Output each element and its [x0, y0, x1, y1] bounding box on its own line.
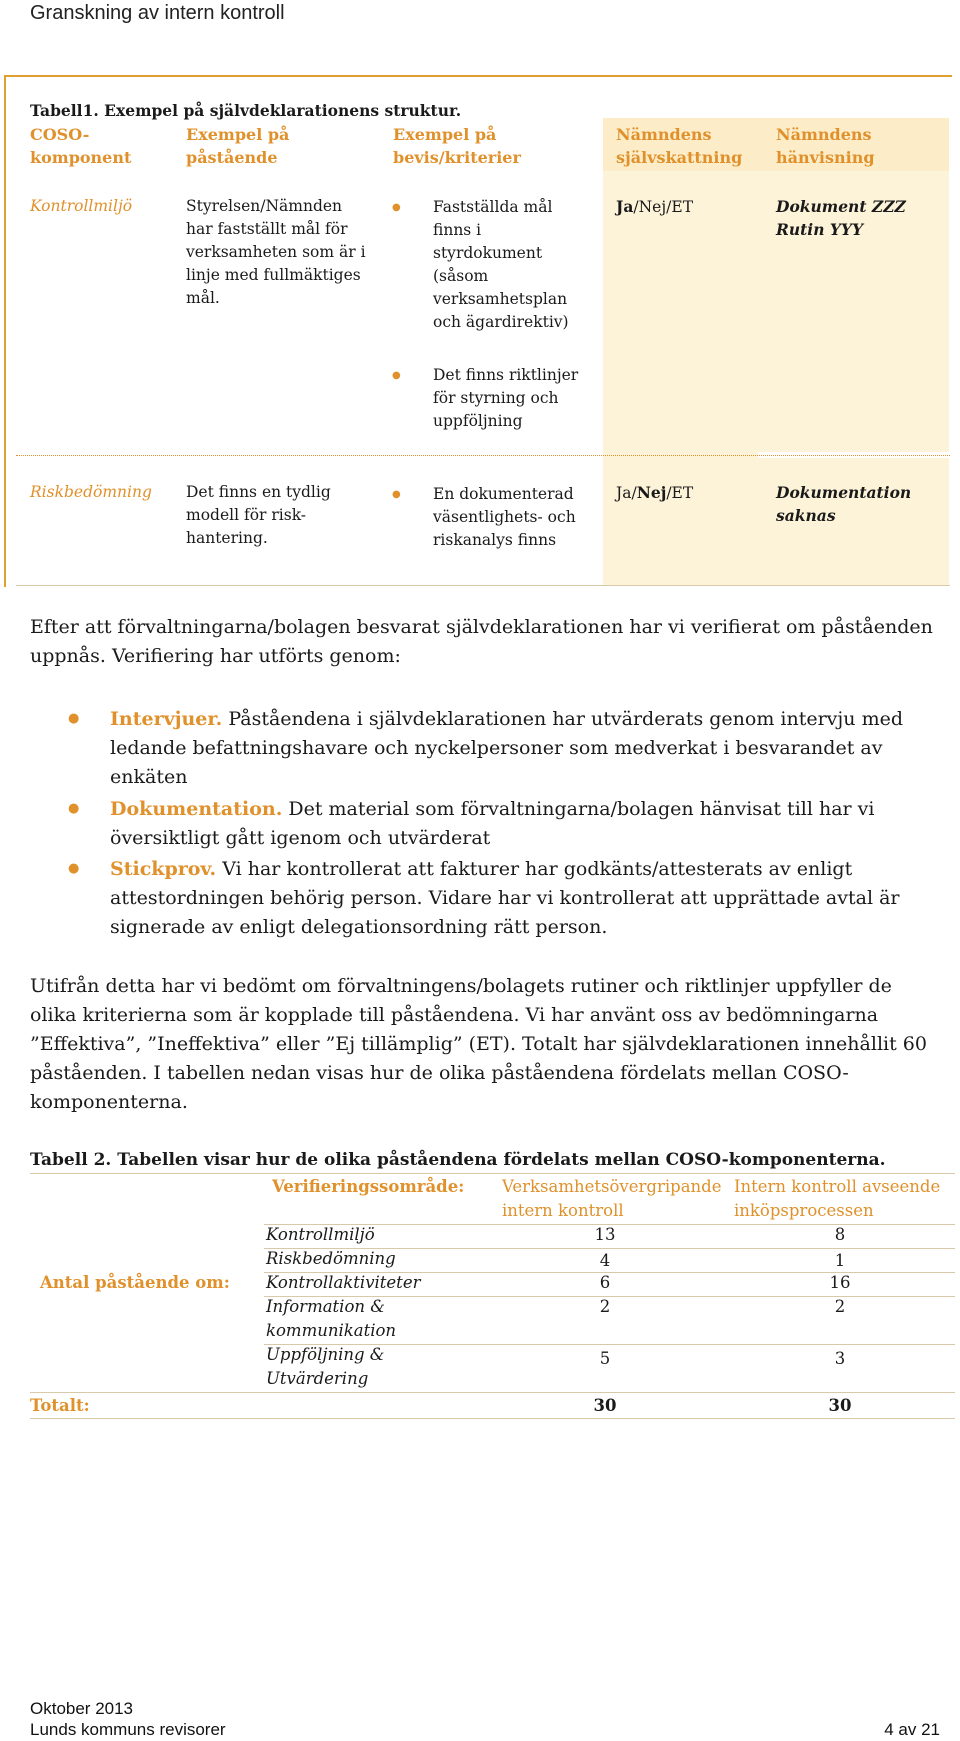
table2-row-value: 4	[599, 1251, 611, 1270]
table2-total-label: Totalt:	[30, 1396, 90, 1415]
table2-row-value: 16	[829, 1273, 851, 1292]
footer-organization: Lunds kommuns revisorer	[30, 1720, 226, 1739]
header-line: påstående	[186, 148, 278, 167]
table2-row-value: 2	[599, 1297, 611, 1316]
bullet-icon: ●	[68, 861, 80, 876]
table1-row2-component: Riskbedömning	[30, 483, 152, 501]
table1-assessment-shade	[603, 171, 758, 585]
table1-row2-reference: Dokumentation saknas	[776, 483, 912, 525]
table1-header-reference	[776, 123, 875, 169]
table2-row-value: 2	[834, 1297, 846, 1316]
table2-header-col1: Verksamhetsövergripande intern kontroll	[502, 1177, 722, 1220]
header-line: självskattning	[616, 148, 743, 167]
header-line: hänvisning	[776, 148, 875, 167]
bullet-icon: ●	[68, 711, 80, 726]
table2-total-value: 30	[828, 1396, 852, 1415]
table1-row1-component: Kontrollmiljö	[30, 197, 133, 215]
table2-total-value: 30	[593, 1396, 617, 1415]
header-line: bevis/kriterier	[393, 148, 521, 167]
table2-row-value: 5	[599, 1349, 611, 1368]
table2-row-value: 3	[834, 1349, 846, 1368]
page-header-title: Granskning av intern kontroll	[30, 2, 285, 24]
header-line: Exempel på	[186, 125, 290, 144]
header-line: komponent	[30, 148, 132, 167]
bullet-interviews: Intervjuer. Påståendena i självdeklarationen har utvärderats genom intervju med ledande befattningshavare och nyckelpersoner som medverkat i besvarandet av enkäten	[110, 708, 904, 788]
bullet-icon: ●	[68, 801, 80, 816]
table2-divider	[30, 1392, 955, 1393]
paragraph-assessment: Utifrån detta har vi bedömt om förvaltningens/bolagets rutiner och riktlinjer uppfyller de olika kriterierna som är kopplade till påståendena. Vi har använt oss av bedömningarna ”Effektiva”, ”Ineffektiva” eller ”Ej tillämplig” (ET). Totalt har självdeklarationen innehållit 60 påståenden. I tabellen nedan visas hur de olika påståendena fördelats mellan COSO-komponenterna.	[30, 975, 927, 1113]
bullet-icon: ●	[392, 370, 401, 381]
table1-row2-evidence-1: En dokumenterad väsentlighets- och riskanalys finns	[433, 485, 576, 549]
table2-row-area: Kontrollaktiviteter	[266, 1273, 421, 1292]
table1-row1-assessment: Ja/Nej/ET	[616, 197, 694, 216]
table1-row2-assessment: Ja/Nej/ET	[616, 483, 694, 502]
table1-header-assessment	[616, 123, 742, 169]
table1-row1-reference: Dokument ZZZ Rutin YYY	[776, 197, 906, 239]
table1-caption: Tabell1. Exempel på självdeklarationens struktur.	[30, 101, 462, 120]
header-line: Nämndens	[616, 125, 712, 144]
header-line: Exempel på	[393, 125, 497, 144]
table2-row-area: Kontrollmiljö	[266, 1225, 375, 1244]
table2-caption: Tabell 2. Tabellen visar hur de olika påståendena fördelats mellan COSO-komponenterna.	[30, 1150, 886, 1170]
bullet-sampling: Stickprov. Vi har kontrollerat att fakturer har godkänts/attesterats av enligt attestordningen behörig person. Vidare har vi kontrollerat att upprättade avtal är signerade av enligt delegationsordning rätt person.	[110, 858, 900, 938]
table1-row-divider	[16, 455, 950, 456]
table2-row-area: Uppföljning & Utvärdering	[266, 1345, 385, 1388]
table2-row-area: Riskbedömning	[266, 1249, 396, 1268]
table2-header-area: Verifieringssområde:	[272, 1177, 465, 1196]
table2-header-col2: Intern kontroll avseende inköpsprocessen	[734, 1177, 941, 1220]
table1-row1-evidence-1: Fastställda mål finns i styrdokument (såsom verksamhetsplan och ägardirektiv)	[433, 198, 569, 331]
table2-row-area: Information & kommunikation	[266, 1297, 397, 1340]
table1-row1-evidence-2: Det finns riktlinjer för styrning och uppföljning	[433, 366, 579, 430]
table1-row2-statement: Det finns en tydlig modell för risk- hantering.	[186, 483, 331, 547]
header-line: Nämndens	[776, 125, 872, 144]
header-line: COSO-	[30, 125, 90, 144]
table1-header-evidence	[393, 123, 521, 169]
table2-side-label: Antal påstående om:	[40, 1273, 230, 1292]
table2-row-value: 8	[834, 1225, 846, 1244]
table2-bottom-border	[30, 1418, 955, 1419]
bullet-documentation: Dokumentation. Det material som förvaltningarna/bolagen hänvisat till har vi översiktligt gått igenom och utvärderat	[110, 798, 875, 849]
table2-row-value: 13	[594, 1225, 616, 1244]
table1-header-coso	[30, 123, 131, 169]
paragraph-verification: Efter att förvaltningarna/bolagen besvarat självdeklarationen har vi verifierat om påståenden uppnås. Verifiering har utförts genom:	[30, 616, 933, 667]
table1-row1-statement: Styrelsen/Nämnden har fastställt mål för verksamheten som är i linje med fullmäktiges mål.	[186, 197, 366, 307]
table2-row-value: 1	[834, 1251, 846, 1270]
footer-date: Oktober 2013	[30, 1699, 134, 1718]
table1-header-statement	[186, 123, 289, 169]
bullet-icon: ●	[392, 202, 401, 213]
table2-row-value: 6	[599, 1273, 611, 1292]
footer-page-number: 4 av 21	[884, 1720, 940, 1739]
bullet-icon: ●	[392, 489, 401, 500]
table1-bottom-border	[16, 585, 950, 586]
table2-top-border	[30, 1173, 955, 1174]
